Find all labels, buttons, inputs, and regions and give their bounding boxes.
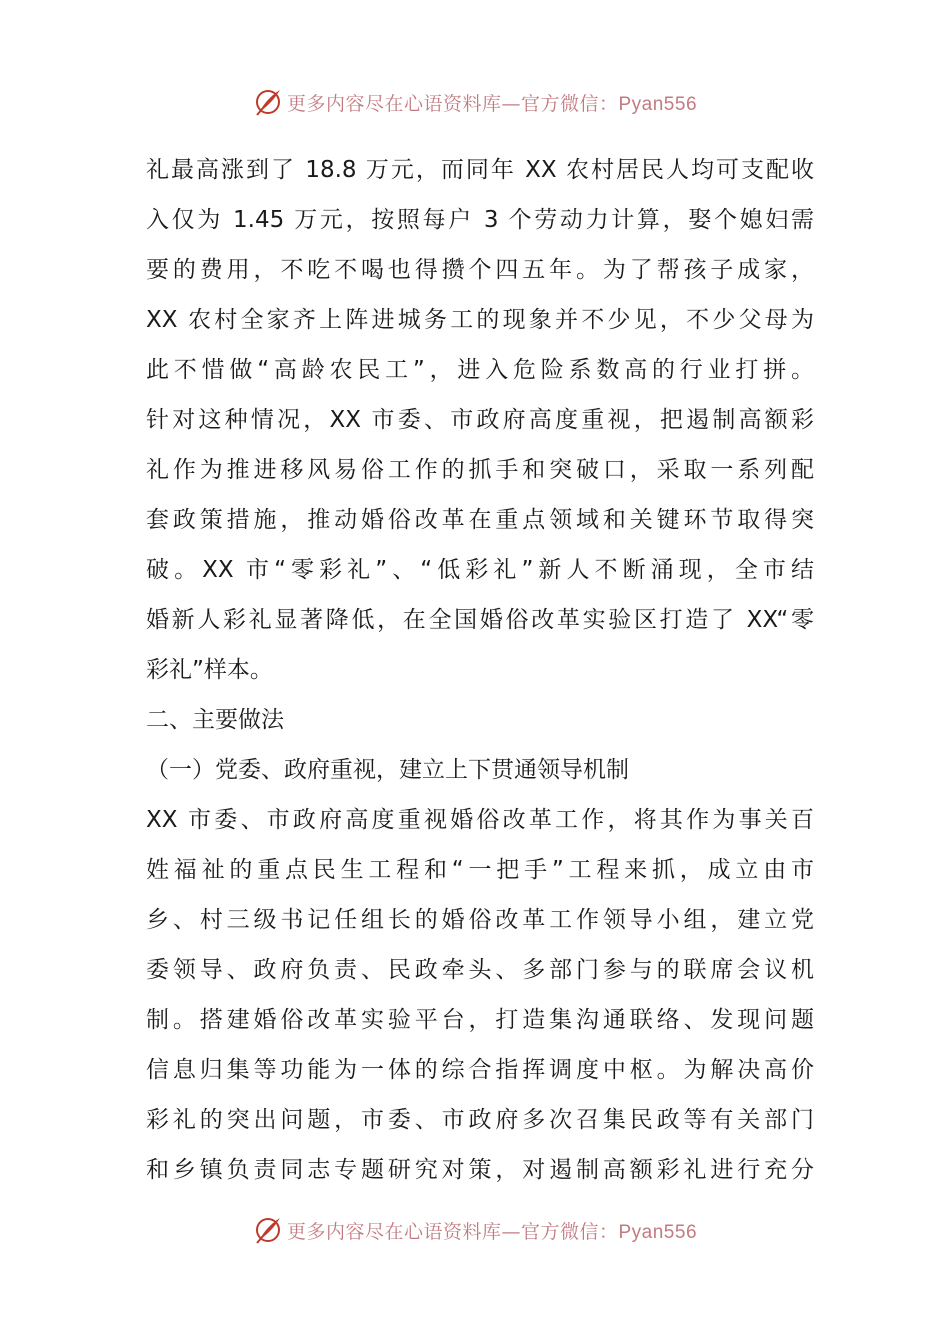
- body-line: 入仅为 1.45 万元，按照每户 3 个劳动力计算，娶个媳妇需: [146, 207, 814, 233]
- body-line: 姓福祉的重点民生工程和“一把手”工程来抓，成立由市: [146, 857, 814, 883]
- watermark-slogan: 更多内容尽在心语资料库—官方微信：: [286, 1220, 619, 1243]
- section-heading: 二、主要做法: [146, 707, 284, 733]
- watermark-slogan: 更多内容尽在心语资料库—官方微信：: [286, 92, 619, 115]
- body-line: 礼作为推进移风易俗工作的抓手和突破口，采取一系列配: [146, 457, 814, 483]
- body-line: XX 市委、市政府高度重视婚俗改革工作，将其作为事关百: [146, 807, 814, 833]
- subsection-heading: （一）党委、政府重视，建立上下贯通领导机制: [146, 757, 629, 783]
- body-line: 制。搭建婚俗改革实验平台，打造集沟通联络、发现问题: [146, 1007, 814, 1033]
- body-line: 信息归集等功能为一体的综合指挥调度中枢。为解决高价: [146, 1057, 814, 1083]
- footer-watermark: [0, 1210, 950, 1250]
- body-line: 彩礼”样本。: [146, 657, 273, 683]
- header-watermark: [0, 82, 950, 122]
- body-line: 礼最高涨到了 18.8 万元，而同年 XX 农村居民人均可支配收: [146, 157, 814, 183]
- watermark-text: [287, 1217, 697, 1244]
- body-line: 和乡镇负责同志专题研究对策，对遏制高额彩礼进行充分: [146, 1157, 814, 1183]
- body-line: 套政策措施，推动婚俗改革在重点领域和关键环节取得突: [146, 507, 814, 533]
- body-line: 此不惜做“高龄农民工”，进入危险系数高的行业打拼。: [146, 357, 814, 383]
- body-line: 要的费用，不吃不喝也得攒个四五年。为了帮孩子成家，: [146, 257, 814, 283]
- body-line: 委领导、政府负责、民政牵头、多部门参与的联席会议机: [146, 957, 814, 983]
- watermark-handle: Pyan556: [618, 93, 698, 115]
- body-line: 针对这种情况，XX 市委、市政府高度重视，把遏制高额彩: [146, 407, 814, 433]
- quill-logo-icon: [253, 1215, 283, 1245]
- watermark-handle: Pyan556: [618, 1221, 698, 1243]
- document-body: [146, 145, 814, 1195]
- body-line: 婚新人彩礼显著降低，在全国婚俗改革实验区打造了 XX“零: [146, 607, 814, 633]
- body-line: 乡、村三级书记任组长的婚俗改革工作领导小组，建立党: [146, 907, 814, 933]
- body-line: XX 农村全家齐上阵进城务工的现象并不少见，不少父母为: [146, 307, 814, 333]
- body-line: 彩礼的突出问题，市委、市政府多次召集民政等有关部门: [146, 1107, 814, 1133]
- watermark-text: [287, 89, 697, 116]
- quill-logo-icon: [253, 87, 283, 117]
- body-line: 破。XX 市“零彩礼”、“低彩礼”新人不断涌现，全市结: [146, 557, 814, 583]
